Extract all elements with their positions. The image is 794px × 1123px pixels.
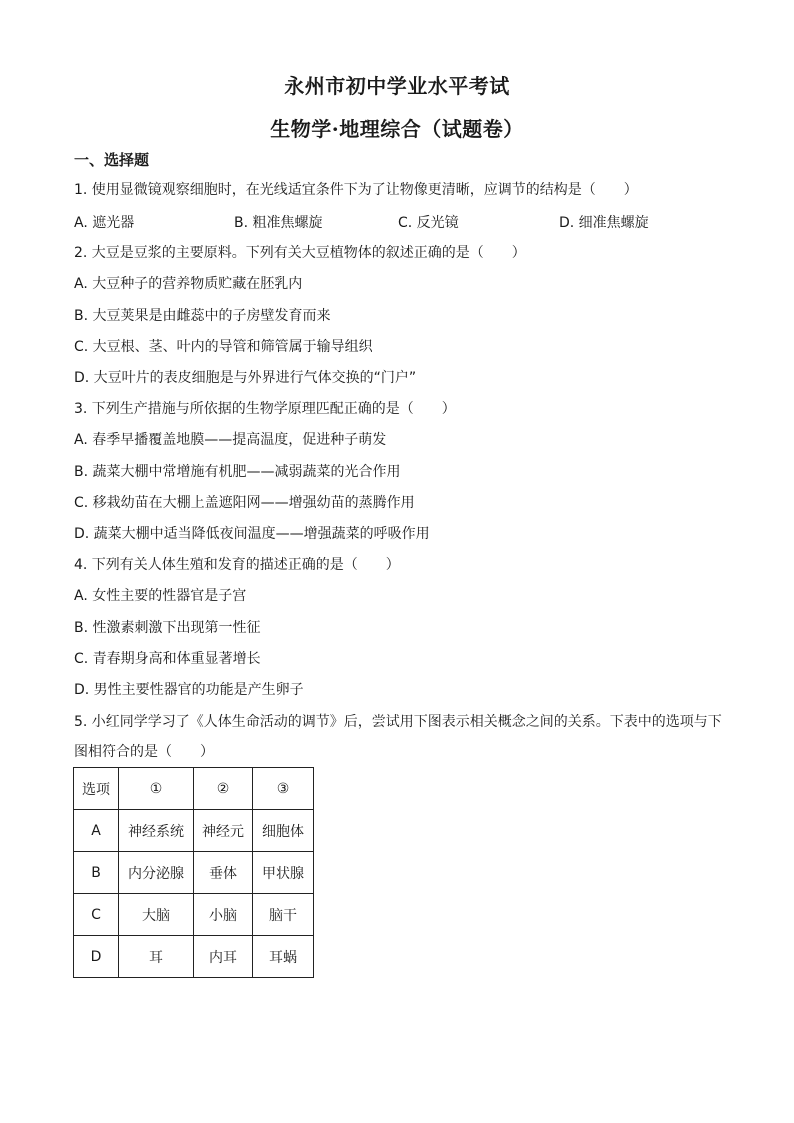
table-header-cell: ① — [119, 768, 194, 810]
question-2-option-a: A. 大豆种子的营养物质贮藏在胚乳内 — [74, 276, 303, 292]
table-row — [74, 852, 314, 894]
question-2-option-c: C. 大豆根、茎、叶内的导管和筛管属于输导组织 — [74, 339, 373, 355]
table-cell: 甲状腺 — [253, 852, 314, 894]
question-3-option-c: C. 移栽幼苗在大棚上盖遮阳网——增强幼苗的蒸腾作用 — [74, 495, 415, 511]
table-row — [74, 936, 314, 978]
question-5-stem-line-1: 5. 小红同学学习了《人体生命活动的调节》后，尝试用下图表示相关概念之间的关系。下表中的选项与下 — [74, 714, 722, 730]
table-cell: 内分泌腺 — [119, 852, 194, 894]
question-4-option-d: D. 男性主要性器官的功能是产生卵子 — [74, 682, 304, 698]
table-header-cell: ② — [194, 768, 253, 810]
question-5-table — [73, 767, 314, 978]
table-cell: 神经系统 — [119, 810, 194, 852]
exam-subtitle: 生物学·地理综合（试题卷） — [270, 117, 524, 141]
question-3-stem: 3. 下列生产措施与所依据的生物学原理匹配正确的是（ ） — [74, 401, 456, 417]
table-cell: 垂体 — [194, 852, 253, 894]
question-1-stem: 1. 使用显微镜观察细胞时，在光线适宜条件下为了让物像更清晰，应调节的结构是（ ） — [74, 182, 638, 198]
question-3-option-a: A. 春季早播覆盖地膜——提高温度，促进种子萌发 — [74, 432, 387, 448]
question-5-stem-line-2: 图相符合的是（ ） — [74, 744, 214, 760]
table-cell: A — [74, 810, 119, 852]
table-cell: 脑干 — [253, 894, 314, 936]
table-header-cell: ③ — [253, 768, 314, 810]
question-3-option-b: B. 蔬菜大棚中常增施有机肥——减弱蔬菜的光合作用 — [74, 464, 401, 480]
question-1-option-c: C. 反光镜 — [398, 215, 459, 231]
question-2-option-b: B. 大豆荚果是由雌蕊中的子房壁发育而来 — [74, 308, 331, 324]
question-1-option-a: A. 遮光器 — [74, 215, 135, 231]
table-cell: 神经元 — [194, 810, 253, 852]
table-cell: 耳蜗 — [253, 936, 314, 978]
exam-title: 永州市初中学业水平考试 — [284, 74, 510, 98]
table-cell: 耳 — [119, 936, 194, 978]
table-cell: C — [74, 894, 119, 936]
question-1-option-b: B. 粗准焦螺旋 — [234, 215, 323, 231]
question-1-option-d: D. 细准焦螺旋 — [559, 215, 649, 231]
question-4-option-c: C. 青春期身高和体重显著增长 — [74, 651, 261, 667]
table-header-cell: 选项 — [74, 768, 119, 810]
question-2-stem: 2. 大豆是豆浆的主要原料。下列有关大豆植物体的叙述正确的是（ ） — [74, 245, 526, 261]
section-heading: 一、选择题 — [74, 151, 150, 169]
table-row — [74, 894, 314, 936]
question-4-option-a: A. 女性主要的性器官是子宫 — [74, 588, 247, 604]
question-2-option-d: D. 大豆叶片的表皮细胞是与外界进行气体交换的“门户” — [74, 370, 417, 386]
table-cell: 大脑 — [119, 894, 194, 936]
question-4-option-b: B. 性激素刺激下出现第一性征 — [74, 620, 261, 636]
table-cell: 细胞体 — [253, 810, 314, 852]
question-3-option-d: D. 蔬菜大棚中适当降低夜间温度——增强蔬菜的呼吸作用 — [74, 526, 430, 542]
table-header-row — [74, 768, 314, 810]
question-1-options — [74, 212, 714, 230]
table-row — [74, 810, 314, 852]
table-cell: D — [74, 936, 119, 978]
question-4-stem: 4. 下列有关人体生殖和发育的描述正确的是（ ） — [74, 557, 400, 573]
table-cell: B — [74, 852, 119, 894]
table-cell: 内耳 — [194, 936, 253, 978]
table-cell: 小脑 — [194, 894, 253, 936]
